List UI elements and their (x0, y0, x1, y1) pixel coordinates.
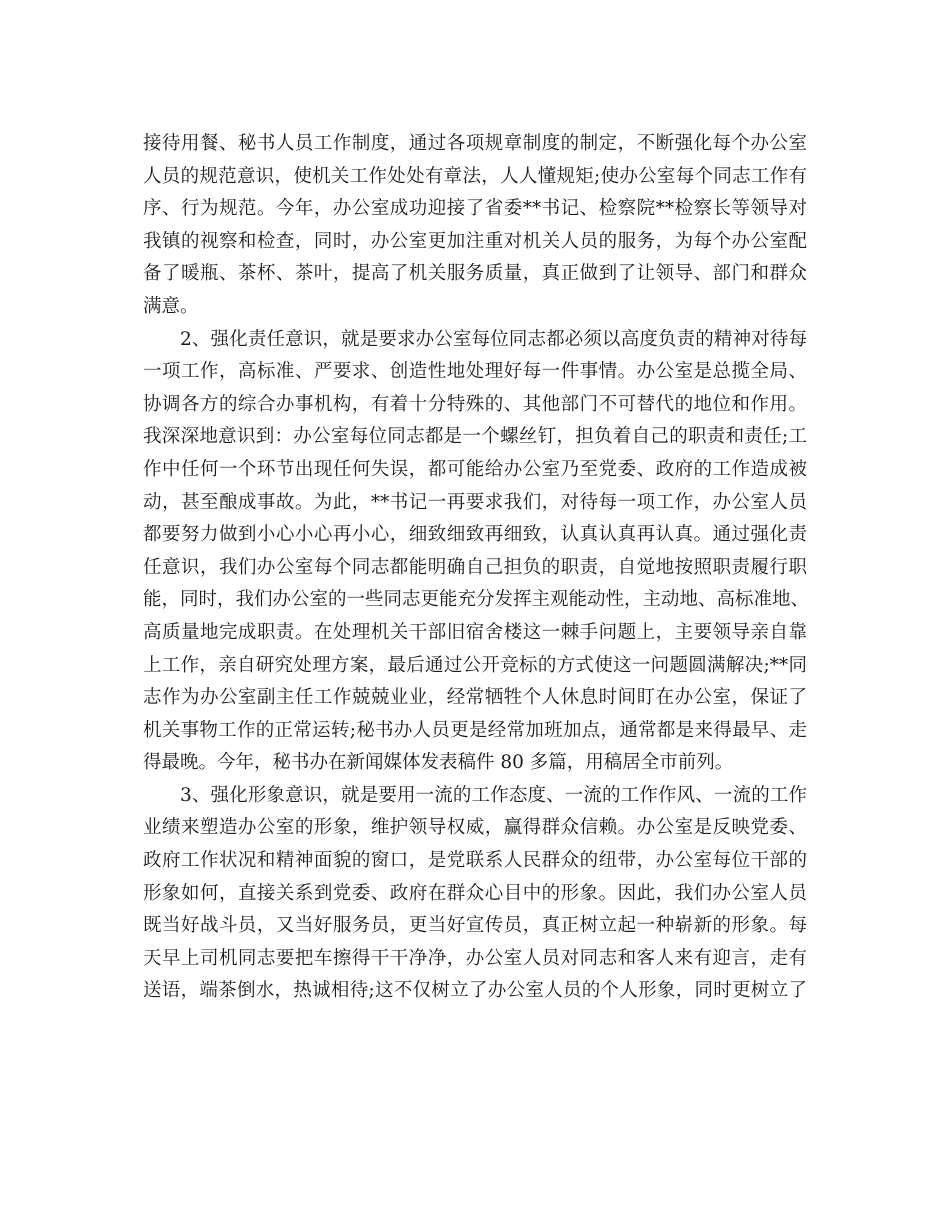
text-line: 一项工作，高标准、严要求、创造性地处理好每一件事情。办公室是总揽全局、 (143, 361, 807, 383)
text-line: 2、强化责任意识，就是要求办公室每位同志都必须以高度负责的精神对待每 (180, 328, 807, 350)
text-line: 满意。 (143, 295, 199, 317)
text-line: 得最晚。今年，秘书办在新闻媒体发表稿件 80 多篇，用稿居全市前列。 (143, 752, 734, 774)
text-line: 序、行为规范。今年，办公室成功迎接了省委**书记、检察院**检察长等领导对 (143, 198, 807, 220)
text-line: 备了暖瓶、茶杯、茶叶，提高了机关服务质量，真正做到了让领导、部门和群众 (143, 263, 807, 285)
text-line: 协调各方的综合办事机构，有着十分特殊的、其他部门不可替代的地位和作用。 (143, 393, 807, 415)
text-line: 形象如何，直接关系到党委、政府在群众心目中的形象。因此，我们办公室人员 (143, 882, 807, 904)
text-line: 我深深地意识到：办公室每位同志都是一个螺丝钉，担负着自己的职责和责任;工 (143, 426, 807, 448)
text-line: 3、强化形象意识，就是要用一流的工作态度、一流的工作作风、一流的工作 (180, 784, 807, 806)
text-line: 动，甚至酿成事故。为此，**书记一再要求我们，对待每一项工作，办公室人员 (143, 491, 807, 513)
text-line: 送语，端茶倒水，热诚相待;这不仅树立了办公室人员的个人形象，同时更树立了 (143, 980, 807, 1002)
text-line: 志作为办公室副主任工作兢兢业业，经常牺牲个人休息时间盯在办公室，保证了 (143, 687, 807, 709)
body-text (143, 128, 810, 1008)
text-line: 机关事物工作的正常运转;秘书办人员更是经常加班加点，通常都是来得最早、走 (143, 719, 807, 741)
text-line: 我镇的视察和检查，同时，办公室更加注重对机关人员的服务，为每个办公室配 (143, 230, 807, 252)
text-line: 高质量地完成职责。在处理机关干部旧宿舍楼这一棘手问题上，主要领导亲自靠 (143, 621, 807, 643)
text-line: 能，同时，我们办公室的一些同志更能充分发挥主观能动性，主动地、高标准地、 (143, 589, 810, 611)
text-line: 接待用餐、秘书人员工作制度，通过各项规章制度的制定，不断强化每个办公室 (143, 133, 807, 154)
text-line: 作中任何一个环节出现任何失误，都可能给办公室乃至党委、政府的工作造成被 (143, 458, 807, 480)
text-line: 天早上司机同志要把车擦得干干净净，办公室人员对同志和客人来有迎言，走有 (143, 947, 807, 969)
text-line: 人员的规范意识，使机关工作处处有章法，人人懂规矩;使办公室每个同志工作有 (143, 165, 807, 187)
text-line: 上工作，亲自研究处理方案，最后通过公开竞标的方式使这一问题圆满解决;**同 (143, 654, 807, 676)
text-line: 任意识，我们办公室每个同志都能明确自己担负的职责，自觉地按照职责履行职 (143, 556, 807, 578)
text-line: 业绩来塑造办公室的形象，维护领导权威，赢得群众信赖。办公室是反映党委、 (143, 817, 807, 839)
text-line: 既当好战斗员，又当好服务员，更当好宣传员，真正树立起一种崭新的形象。每 (143, 915, 807, 937)
text-line: 都要努力做到小心小心再小心，细致细致再细致，认真认真再认真。通过强化责 (143, 524, 807, 546)
text-line: 政府工作状况和精神面貌的窗口，是党联系人民群众的纽带，办公室每位干部的 (143, 850, 807, 872)
